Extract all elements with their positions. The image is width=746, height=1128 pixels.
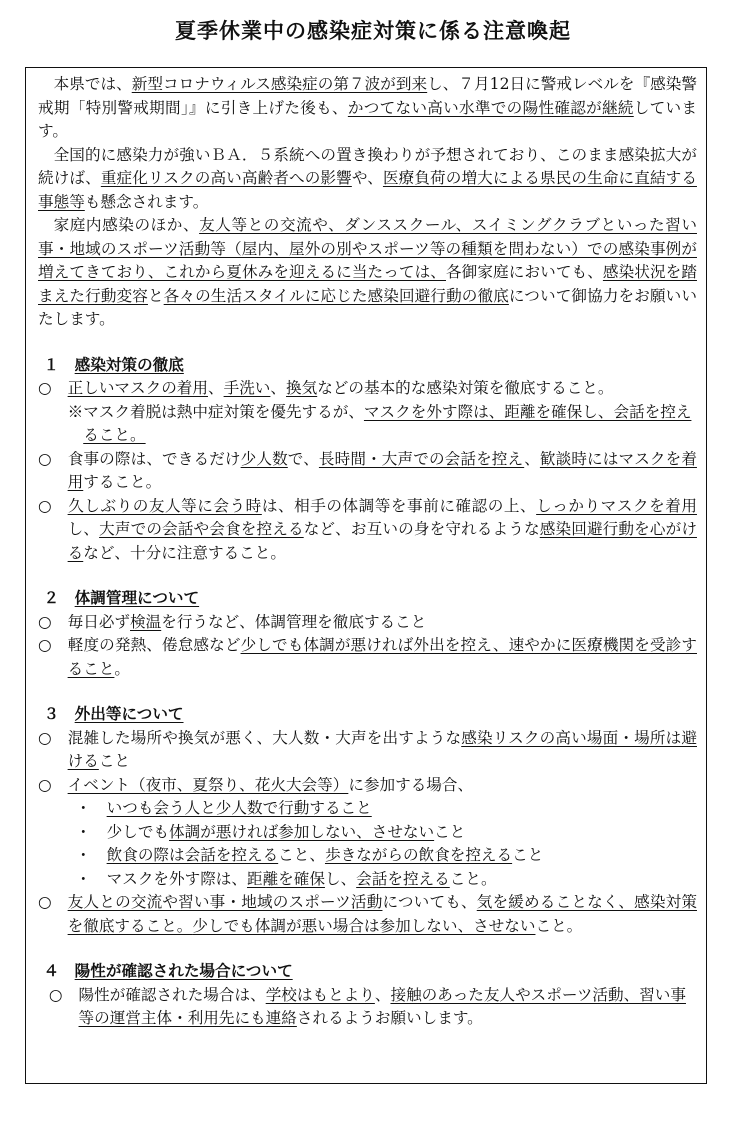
section-heading-text: 感染対策の徹底 (74, 355, 184, 374)
underlined-emphasis: 検温 (130, 612, 162, 631)
text-run: 、 (207, 379, 224, 397)
note-line (38, 401, 697, 448)
underlined-emphasis: 各々の生活スタイルに応じた感染回避行動の徹底 (163, 286, 509, 305)
underlined-emphasis: しっかりマスクを着用 (536, 496, 697, 515)
list-item (38, 377, 697, 401)
underlined-emphasis: 感染状況を踏まえた行動変容 (38, 263, 697, 305)
bullet-item (38, 844, 697, 868)
circle-marker: ○ (38, 728, 52, 747)
underlined-emphasis: 感染回避行動を心がける (67, 520, 697, 562)
text-run: 食事の際は、できるだけ (67, 449, 241, 468)
underlined-emphasis: 医療負荷の増大による県民の生命に直結する事態等 (38, 169, 697, 211)
list-item (38, 891, 697, 938)
list-item (38, 495, 697, 566)
text-run: 各御家庭においても、 (445, 263, 603, 281)
list-item (38, 611, 697, 635)
text-run: 本県では、 (53, 75, 132, 93)
section-number: ３ (43, 705, 60, 723)
text-run: マスクを外す際は、 (106, 869, 247, 888)
section-heading (38, 960, 697, 984)
underlined-emphasis: 正しいマスクの着用 (67, 379, 208, 397)
text-run: こと。 (535, 916, 583, 935)
list-item (38, 634, 697, 681)
text-run: 少しでも (106, 822, 170, 841)
underlined-emphasis: かつてない高い水準での陽性確認が継続 (347, 98, 634, 117)
underlined-emphasis: 少人数 (240, 449, 288, 468)
text-run: 毎日必ず (67, 612, 131, 631)
list-item (38, 774, 697, 798)
text-run: について御協力をお願いいたします。 (38, 286, 697, 328)
section-number: １ (43, 355, 60, 374)
text-run: ※マスク着脱は熱中症対策を優先するが、 (67, 402, 364, 421)
text-run: されるようお願いします。 (296, 1009, 483, 1027)
intro-paragraph (38, 214, 697, 332)
text-run: し、 (67, 520, 100, 538)
bullet-marker: ・ (75, 799, 92, 817)
page-title: 夏季休業中の感染症対策に係る注意喚起 (175, 19, 571, 43)
underlined-emphasis: 学校はもとより (265, 985, 375, 1004)
underlined-emphasis: 歓談時にはマスクを着用 (67, 449, 697, 491)
underlined-emphasis: 距離を確保 (246, 869, 325, 888)
text-run: 全国的に感染力が強いＢＡ．５系統への置き換わりが予想されており、このまま感染拡大が続けば、 (38, 145, 697, 187)
underlined-emphasis: 手洗い (223, 379, 271, 397)
intro-section (38, 73, 697, 332)
bullet-marker: ・ (75, 846, 92, 864)
section-heading (38, 587, 697, 611)
underlined-emphasis: 飲食の際は会話を控える (106, 846, 279, 864)
underlined-emphasis: 友人との交流や習い事・地域のスポーツ活動 (67, 893, 383, 911)
text-run: 、 (270, 379, 286, 397)
underlined-emphasis: 歩きながらの飲食を控える (324, 846, 513, 864)
text-run: こと、 (278, 846, 325, 864)
underlined-emphasis: 久しぶりの友人等に会う時 (67, 496, 262, 515)
text-run: も懸念されます。 (84, 192, 209, 211)
underlined-emphasis: 気を緩めることなく、感染対策を徹底すること。 (67, 893, 697, 935)
section-heading (38, 703, 697, 727)
text-run: 混雑した場所や換気が悪く、大人数・大声を出すような (67, 728, 462, 747)
circle-marker: ○ (38, 496, 52, 515)
text-run: 、 (524, 449, 540, 468)
underlined-emphasis: 長時間・大声での会話を控え (318, 449, 525, 468)
text-run: で、 (287, 449, 319, 468)
text-run: を行うなど、体調管理を徹底すること (161, 612, 427, 631)
section-heading-text: 外出等について (74, 705, 184, 723)
circle-marker: ○ (48, 985, 63, 1004)
text-run: し、７月12日に警戒レベルを『感染警戒期「特別警戒期間」』に引き上げた後も、 (38, 75, 697, 117)
text-run: 陽性が確認された場合は、 (78, 985, 266, 1004)
text-run: こと (434, 822, 466, 841)
notice-box (25, 67, 707, 1084)
circle-marker: ○ (38, 775, 52, 794)
intro-paragraph (38, 73, 697, 144)
underlined-emphasis: 少しでも体調が悪ければ外出を控え、速やかに医療機関を受診すること (67, 636, 697, 678)
text-run: に参加する場合、 (348, 775, 474, 794)
sections-container (38, 354, 697, 1031)
text-run: 家庭内感染のほか、 (53, 216, 200, 234)
bullet-marker: ・ (75, 822, 92, 841)
text-run: 。 (114, 659, 131, 678)
list-item (38, 984, 697, 1031)
list-item (38, 448, 697, 495)
bullet-marker: ・ (75, 869, 92, 888)
text-run: 、 (374, 985, 391, 1004)
list-item (38, 727, 697, 774)
text-run: や、 (351, 169, 383, 187)
bullet-item (38, 797, 697, 821)
text-run: などの基本的な感染対策を徹底すること。 (317, 379, 614, 397)
section-heading-text: 陽性が確認された場合について (74, 962, 293, 980)
text-run: など、十分に注意すること。 (83, 543, 286, 562)
text-run: すること。 (83, 473, 162, 491)
underlined-emphasis: 会話を控える (356, 869, 450, 888)
circle-marker: ○ (38, 379, 52, 397)
intro-paragraph (38, 144, 697, 215)
text-run: など、お互いの身を守れるような (303, 520, 540, 538)
text-run: こと (98, 752, 131, 770)
underlined-emphasis: マスクを外す際は、距離を確保し、会話を控えること。 (83, 402, 692, 444)
bullet-item (38, 868, 697, 892)
text-run: しています。 (38, 98, 697, 140)
text-run: についても、 (382, 893, 477, 911)
text-run: と (147, 286, 164, 305)
underlined-emphasis: 感染リスクの高い場面・場所は避ける (67, 728, 697, 770)
underlined-emphasis: 接触のあった友人やスポーツ活動、習い事等の運営主体・利用先にも連絡 (78, 985, 686, 1027)
text-run: し、 (324, 869, 357, 888)
underlined-emphasis: 換気 (286, 379, 318, 397)
circle-marker: ○ (38, 449, 52, 468)
underlined-emphasis: 友人等との交流や、ダンススクール、スイミングクラブといった習い事・地域のスポーツ活動等（屋内、屋外の別やスポーツ等の種類を問わない）での感染事例が増えてきており、これから夏休みを迎えるに当たっては、 (38, 216, 697, 281)
circle-marker: ○ (38, 612, 52, 631)
section-heading (38, 354, 697, 378)
section-heading-text: 体調管理について (74, 589, 200, 607)
underlined-emphasis: 新型コロナウィルス感染症の第７波が到来 (131, 75, 428, 93)
bullet-item (38, 821, 697, 845)
underlined-emphasis: 体調が悪ければ参加しない、させない (169, 822, 435, 841)
text-run: こと。 (449, 869, 497, 888)
underlined-emphasis: イベント（夜市、夏祭り、花火大会等） (67, 775, 349, 794)
section-number: ２ (43, 589, 60, 607)
underlined-emphasis: 大声での会話や会食を控える (99, 520, 304, 538)
section-number: ４ (43, 962, 60, 980)
text-run: は、相手の体調等を事前に確認の上、 (261, 496, 537, 515)
underlined-emphasis: 重症化リスクの高い高齢者への影響 (100, 169, 352, 187)
underlined-emphasis: いつも会う人と少人数で行動すること (106, 799, 372, 817)
circle-marker: ○ (38, 893, 52, 911)
text-run: 軽度の発熱、倦怠感など (67, 636, 241, 654)
circle-marker: ○ (38, 636, 52, 654)
underlined-emphasis: 少しでも体調が悪い場合は参加しない、させない (192, 916, 536, 935)
text-run: こと (512, 846, 544, 864)
